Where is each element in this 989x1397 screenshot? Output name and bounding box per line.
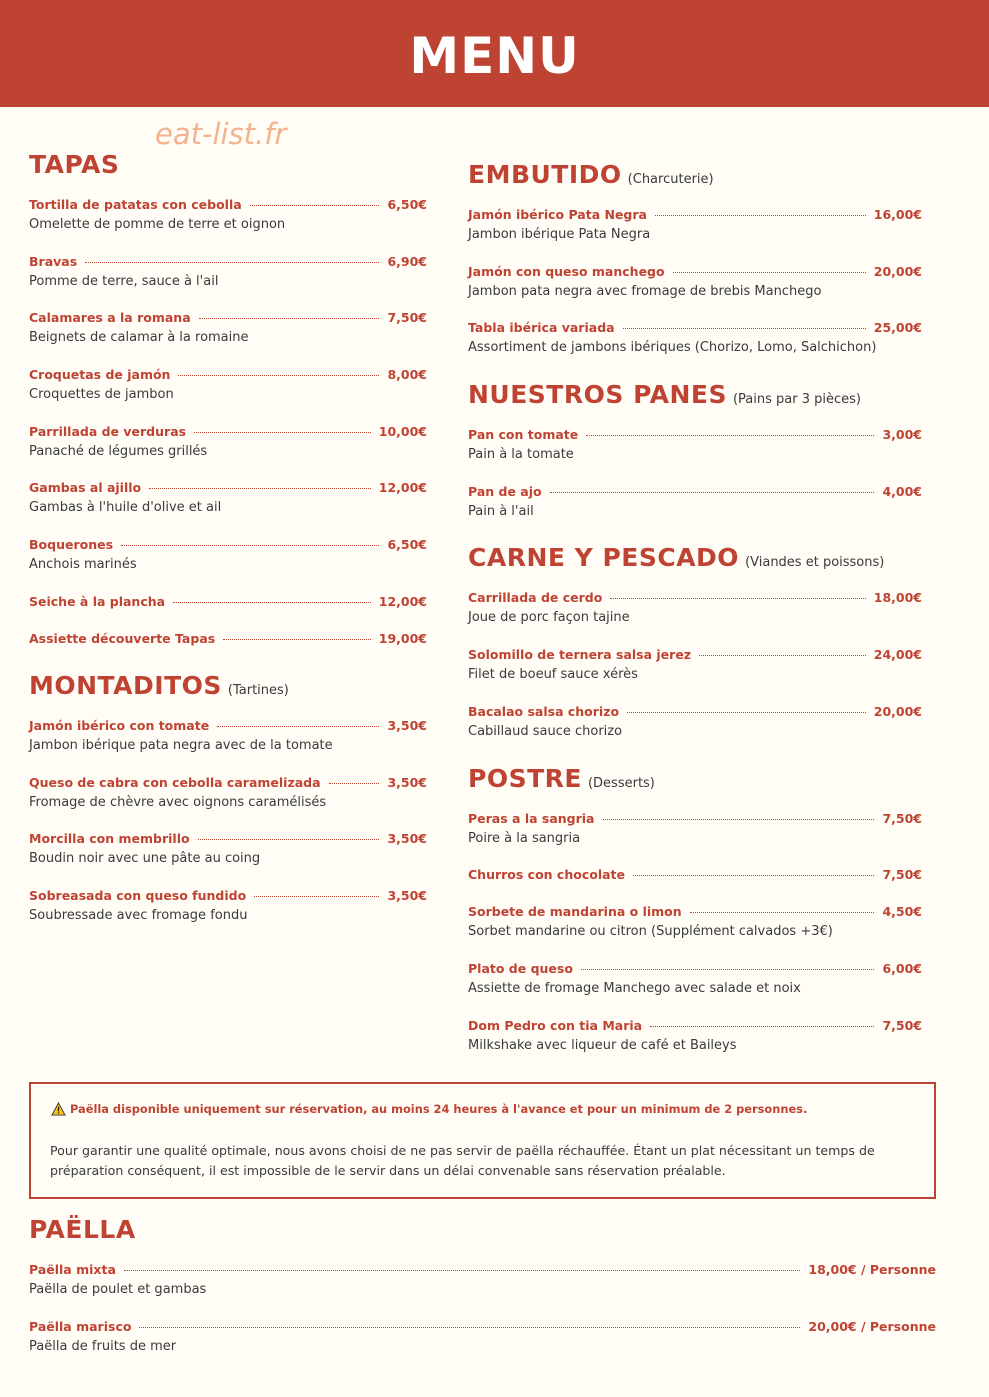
menu-item bbox=[29, 768, 427, 825]
section-title: MONTADITOS bbox=[29, 670, 222, 700]
menu-item-line bbox=[468, 697, 922, 719]
menu-item-line bbox=[29, 1255, 936, 1277]
menu-item-name: Jamón ibérico Pata Negra bbox=[468, 207, 647, 222]
menu-item-price: 20,00€ bbox=[873, 263, 922, 279]
menu-item bbox=[468, 1011, 922, 1068]
dotted-leader bbox=[254, 896, 379, 897]
menu-item-name: Calamares a la romana bbox=[29, 310, 191, 326]
notice-body: Pour garantir une qualité optimale, nous avons choisi de ne pas servir de paëlla réchauffée. Étant un plat nécessitant un temps de préparation conséquent, il est impossible de le servir dans un délai convenable sans réservation préalable. bbox=[50, 1143, 875, 1178]
dotted-leader bbox=[223, 639, 371, 640]
section-embutido-header bbox=[468, 160, 922, 200]
warning-icon bbox=[51, 1102, 66, 1116]
menu-item-line bbox=[29, 190, 427, 212]
menu-item-name: Plato de queso bbox=[468, 960, 573, 976]
menu-item bbox=[468, 804, 922, 861]
menu-item-name: Gambas al ajillo bbox=[29, 480, 142, 496]
menu-item-line bbox=[468, 897, 922, 919]
menu-item bbox=[29, 473, 427, 530]
menu-item-description: Croquettes de jambon bbox=[29, 387, 174, 403]
menu-item-description: Assortiment de jambons ibériques (Chorizo, Lomo, Salchichon) bbox=[468, 340, 877, 356]
dotted-leader bbox=[85, 262, 379, 263]
menu-item-name: Boquerones bbox=[29, 537, 114, 553]
menu-item bbox=[468, 860, 922, 897]
embutido-list bbox=[468, 200, 922, 370]
dotted-leader bbox=[250, 205, 380, 206]
dotted-leader bbox=[178, 375, 379, 376]
menu-item-description: Paëlla de fruits de mer bbox=[29, 1338, 177, 1354]
menu-item-price: 10,00€ bbox=[378, 423, 427, 439]
menu-item-name: Paëlla marisco bbox=[29, 1318, 132, 1334]
section-subtitle: (Pains par 3 pièces) bbox=[732, 392, 861, 408]
menu-item-price: 8,00€ bbox=[387, 367, 427, 383]
menu-item-price: 3,50€ bbox=[387, 774, 427, 790]
menu-item-description: Pain à l'ail bbox=[468, 503, 534, 519]
dotted-leader bbox=[633, 875, 874, 876]
section-title: POSTRE bbox=[468, 763, 582, 793]
tapas-list bbox=[29, 190, 427, 661]
menu-item bbox=[468, 697, 922, 754]
menu-item bbox=[468, 257, 922, 314]
menu-item-name: Assiette découverte Tapas bbox=[29, 630, 216, 646]
dotted-leader bbox=[650, 1026, 874, 1027]
menu-item-line bbox=[29, 881, 427, 903]
menu-item-description: Assiette de fromage Manchego avec salade et noix bbox=[468, 980, 801, 996]
dotted-leader bbox=[217, 726, 379, 727]
menu-item-name: Peras a la sangria bbox=[468, 810, 595, 826]
menu-item-line bbox=[468, 954, 922, 976]
menu-item-price: 24,00€ bbox=[873, 647, 922, 663]
menu-item-description: Jambon ibérique Pata Negra bbox=[468, 227, 651, 242]
left-column bbox=[29, 150, 427, 938]
menu-item-price: 6,50€ bbox=[387, 197, 427, 212]
menu-item-description: Sorbet mandarine ou citron (Supplément calvados +3€) bbox=[468, 924, 833, 940]
menu-item-price: 18,00€ / Personne bbox=[808, 1262, 936, 1277]
menu-item-line bbox=[468, 257, 922, 279]
menu-item bbox=[468, 640, 922, 697]
menu-item bbox=[29, 303, 427, 360]
dotted-leader bbox=[690, 912, 875, 913]
section-carne-header bbox=[468, 543, 922, 583]
dotted-leader bbox=[139, 1327, 800, 1328]
menu-item-price: 7,50€ bbox=[387, 310, 427, 326]
menu-item-line bbox=[29, 360, 427, 382]
section-subtitle: (Viandes et poissons) bbox=[745, 555, 885, 571]
section-subtitle: (Charcuterie) bbox=[627, 172, 714, 187]
menu-item-name: Queso de cabra con cebolla caramelizada bbox=[29, 774, 321, 790]
menu-item-name: Pan con tomate bbox=[468, 427, 579, 443]
dotted-leader bbox=[603, 819, 875, 820]
menu-item-description: Poire à la sangria bbox=[468, 830, 581, 846]
menu-item-name: Jamón con queso manchego bbox=[468, 263, 665, 279]
section-montaditos-header bbox=[29, 671, 427, 711]
menu-item-price: 3,50€ bbox=[387, 831, 427, 847]
menu-item-price: 4,50€ bbox=[882, 904, 922, 920]
menu-item-price: 16,00€ bbox=[873, 207, 922, 222]
menu-item-name: Solomillo de ternera salsa jerez bbox=[468, 647, 692, 663]
dotted-leader bbox=[121, 545, 379, 546]
menu-item-description: Beignets de calamar à la romaine bbox=[29, 330, 249, 346]
header-banner bbox=[0, 0, 989, 107]
section-subtitle: (Tartines) bbox=[227, 682, 289, 698]
menu-item-description: Cabillaud sauce chorizo bbox=[468, 723, 623, 739]
dotted-leader bbox=[627, 712, 866, 713]
menu-item-description: Boudin noir avec une pâte au coing bbox=[29, 851, 261, 867]
menu-item bbox=[29, 417, 427, 474]
menu-item bbox=[29, 624, 427, 661]
menu-item bbox=[468, 200, 922, 257]
menu-item-line bbox=[468, 804, 922, 826]
dotted-leader bbox=[149, 488, 371, 489]
menu-item-price: 7,50€ bbox=[882, 867, 922, 883]
section-postre-header bbox=[468, 764, 922, 804]
dotted-leader bbox=[194, 432, 371, 433]
menu-item-name: Jamón ibérico con tomate bbox=[29, 717, 210, 733]
menu-item-description: Milkshake avec liqueur de café et Baileys bbox=[468, 1037, 737, 1053]
dotted-leader bbox=[124, 1270, 800, 1271]
menu-item bbox=[468, 954, 922, 1011]
menu-item-name: Sorbete de mandarina o limon bbox=[468, 904, 682, 920]
menu-item-name: Morcilla con membrillo bbox=[29, 831, 190, 847]
montaditos-list bbox=[29, 711, 427, 938]
menu-item-description: Omelette de pomme de terre et oignon bbox=[29, 217, 286, 232]
menu-item bbox=[29, 360, 427, 417]
paella-list bbox=[29, 1255, 936, 1368]
menu-item bbox=[29, 881, 427, 938]
paella-section bbox=[29, 1215, 936, 1368]
section-title: TAPAS bbox=[29, 150, 120, 179]
menu-item-name: Tortilla de patatas con cebolla bbox=[29, 197, 242, 212]
menu-item-name: Pan de ajo bbox=[468, 483, 542, 499]
menu-item-name: Croquetas de jamón bbox=[29, 367, 171, 383]
menu-item-price: 12,00€ bbox=[378, 480, 427, 496]
dotted-leader bbox=[699, 655, 866, 656]
menu-item-line bbox=[468, 1011, 922, 1033]
section-title: EMBUTIDO bbox=[468, 160, 622, 189]
menu-item-price: 4,00€ bbox=[882, 483, 922, 499]
menu-item-name: Tabla ibérica variada bbox=[468, 320, 615, 336]
menu-item-name: Dom Pedro con tia Maria bbox=[468, 1017, 643, 1033]
menu-item-line bbox=[29, 624, 427, 646]
menu-item-line bbox=[29, 587, 427, 609]
menu-item-line bbox=[468, 583, 922, 605]
menu-item bbox=[468, 897, 922, 954]
dotted-leader bbox=[329, 783, 380, 784]
panes-list bbox=[468, 420, 922, 533]
menu-item-price: 6,00€ bbox=[882, 960, 922, 976]
menu-item-description: Panaché de légumes grillés bbox=[29, 443, 208, 459]
section-panes-header bbox=[468, 380, 922, 420]
menu-item-price: 19,00€ bbox=[378, 630, 427, 646]
menu-item-description: Filet de boeuf sauce xérès bbox=[468, 667, 638, 683]
dotted-leader bbox=[199, 318, 380, 319]
menu-item-line bbox=[29, 824, 427, 846]
menu-item-line bbox=[29, 473, 427, 495]
menu-item-line bbox=[468, 860, 922, 882]
menu-item-name: Paëlla mixta bbox=[29, 1262, 116, 1277]
menu-item-description: Paëlla de poulet et gambas bbox=[29, 1282, 207, 1297]
menu-item-description: Gambas à l'huile d'olive et ail bbox=[29, 500, 222, 516]
menu-item-price: 18,00€ bbox=[873, 590, 922, 606]
menu-item bbox=[29, 824, 427, 881]
menu-item-price: 20,00€ / Personne bbox=[808, 1318, 936, 1334]
section-tapas-header bbox=[29, 150, 427, 190]
dotted-leader bbox=[673, 272, 866, 273]
menu-item-description: Pomme de terre, sauce à l'ail bbox=[29, 273, 219, 289]
menu-item-name: Parrillada de verduras bbox=[29, 423, 187, 439]
dotted-leader bbox=[610, 598, 865, 599]
right-column bbox=[468, 160, 922, 1067]
menu-item-description: Joue de porc façon tajine bbox=[468, 610, 630, 626]
menu-item-description: Jambon pata negra avec fromage de brebis Manchego bbox=[468, 283, 822, 299]
page-title: MENU bbox=[409, 27, 580, 85]
menu-item-description: Soubressade avec fromage fondu bbox=[29, 907, 248, 923]
carne-list bbox=[468, 583, 922, 753]
menu-item-name: Carrillada de cerdo bbox=[468, 590, 603, 606]
menu-item-price: 3,50€ bbox=[387, 887, 427, 903]
section-paella-header bbox=[29, 1215, 936, 1255]
menu-item bbox=[29, 190, 427, 247]
menu-item-description: Anchois marinés bbox=[29, 557, 137, 573]
menu-item bbox=[29, 711, 427, 768]
menu-item-line bbox=[29, 711, 427, 733]
menu-item-price: 12,00€ bbox=[378, 593, 427, 609]
menu-item-description: Fromage de chèvre avec oignons caramélisés bbox=[29, 794, 327, 810]
dotted-leader bbox=[623, 328, 866, 329]
dotted-leader bbox=[550, 492, 875, 493]
menu-item-price: 6,90€ bbox=[387, 253, 427, 269]
menu-item-line bbox=[29, 247, 427, 269]
menu-item-description: Pain à la tomate bbox=[468, 447, 574, 463]
menu-item-line bbox=[29, 1312, 936, 1334]
menu-item-price: 7,50€ bbox=[882, 1017, 922, 1033]
menu-item-name: Sobreasada con queso fundido bbox=[29, 887, 247, 903]
menu-item-price: 20,00€ bbox=[873, 703, 922, 719]
section-title: NUESTROS PANES bbox=[468, 380, 727, 410]
menu-item-line bbox=[468, 420, 922, 442]
dotted-leader bbox=[586, 435, 874, 436]
menu-item-line bbox=[468, 313, 922, 335]
notice-title bbox=[51, 1102, 807, 1116]
dotted-leader bbox=[173, 602, 371, 603]
menu-item-line bbox=[468, 200, 922, 222]
menu-item-line bbox=[29, 303, 427, 325]
paella-notice-box bbox=[29, 1082, 936, 1199]
menu-item-price: 7,50€ bbox=[882, 810, 922, 826]
postre-list bbox=[468, 804, 922, 1068]
menu-item bbox=[29, 1255, 936, 1312]
menu-item-line bbox=[468, 640, 922, 662]
menu-item-price: 25,00€ bbox=[873, 320, 922, 336]
menu-item-name: Bacalao salsa chorizo bbox=[468, 703, 620, 719]
menu-item bbox=[468, 313, 922, 370]
menu-item bbox=[468, 583, 922, 640]
menu-item-description: Jambon ibérique pata negra avec de la tomate bbox=[29, 737, 333, 753]
menu-item-line bbox=[468, 477, 922, 499]
section-title: PAËLLA bbox=[29, 1215, 136, 1244]
notice-headline: Paëlla disponible uniquement sur réservation, au moins 24 heures à l'avance et pour un minimum de 2 personnes. bbox=[70, 1102, 808, 1116]
menu-item-price: 3,50€ bbox=[387, 717, 427, 733]
menu-item bbox=[29, 587, 427, 624]
menu-item-name: Churros con chocolate bbox=[468, 867, 625, 883]
menu-item bbox=[468, 420, 922, 477]
section-subtitle: (Desserts) bbox=[587, 775, 655, 791]
dotted-leader bbox=[198, 839, 380, 840]
section-title: CARNE Y PESCADO bbox=[468, 543, 740, 573]
menu-item-price: 3,00€ bbox=[882, 427, 922, 443]
menu-item-name: Seiche à la plancha bbox=[29, 593, 166, 609]
menu-item-price: 6,50€ bbox=[387, 537, 427, 553]
menu-item bbox=[29, 247, 427, 304]
menu-item bbox=[29, 1312, 936, 1369]
dotted-leader bbox=[581, 969, 875, 970]
menu-item-line bbox=[29, 768, 427, 790]
menu-item-name: Bravas bbox=[29, 253, 78, 269]
menu-item bbox=[468, 477, 922, 534]
watermark: eat-list.fr bbox=[155, 117, 287, 151]
menu-item bbox=[29, 530, 427, 587]
menu-item-line bbox=[29, 417, 427, 439]
menu-item-line bbox=[29, 530, 427, 552]
dotted-leader bbox=[655, 215, 866, 216]
